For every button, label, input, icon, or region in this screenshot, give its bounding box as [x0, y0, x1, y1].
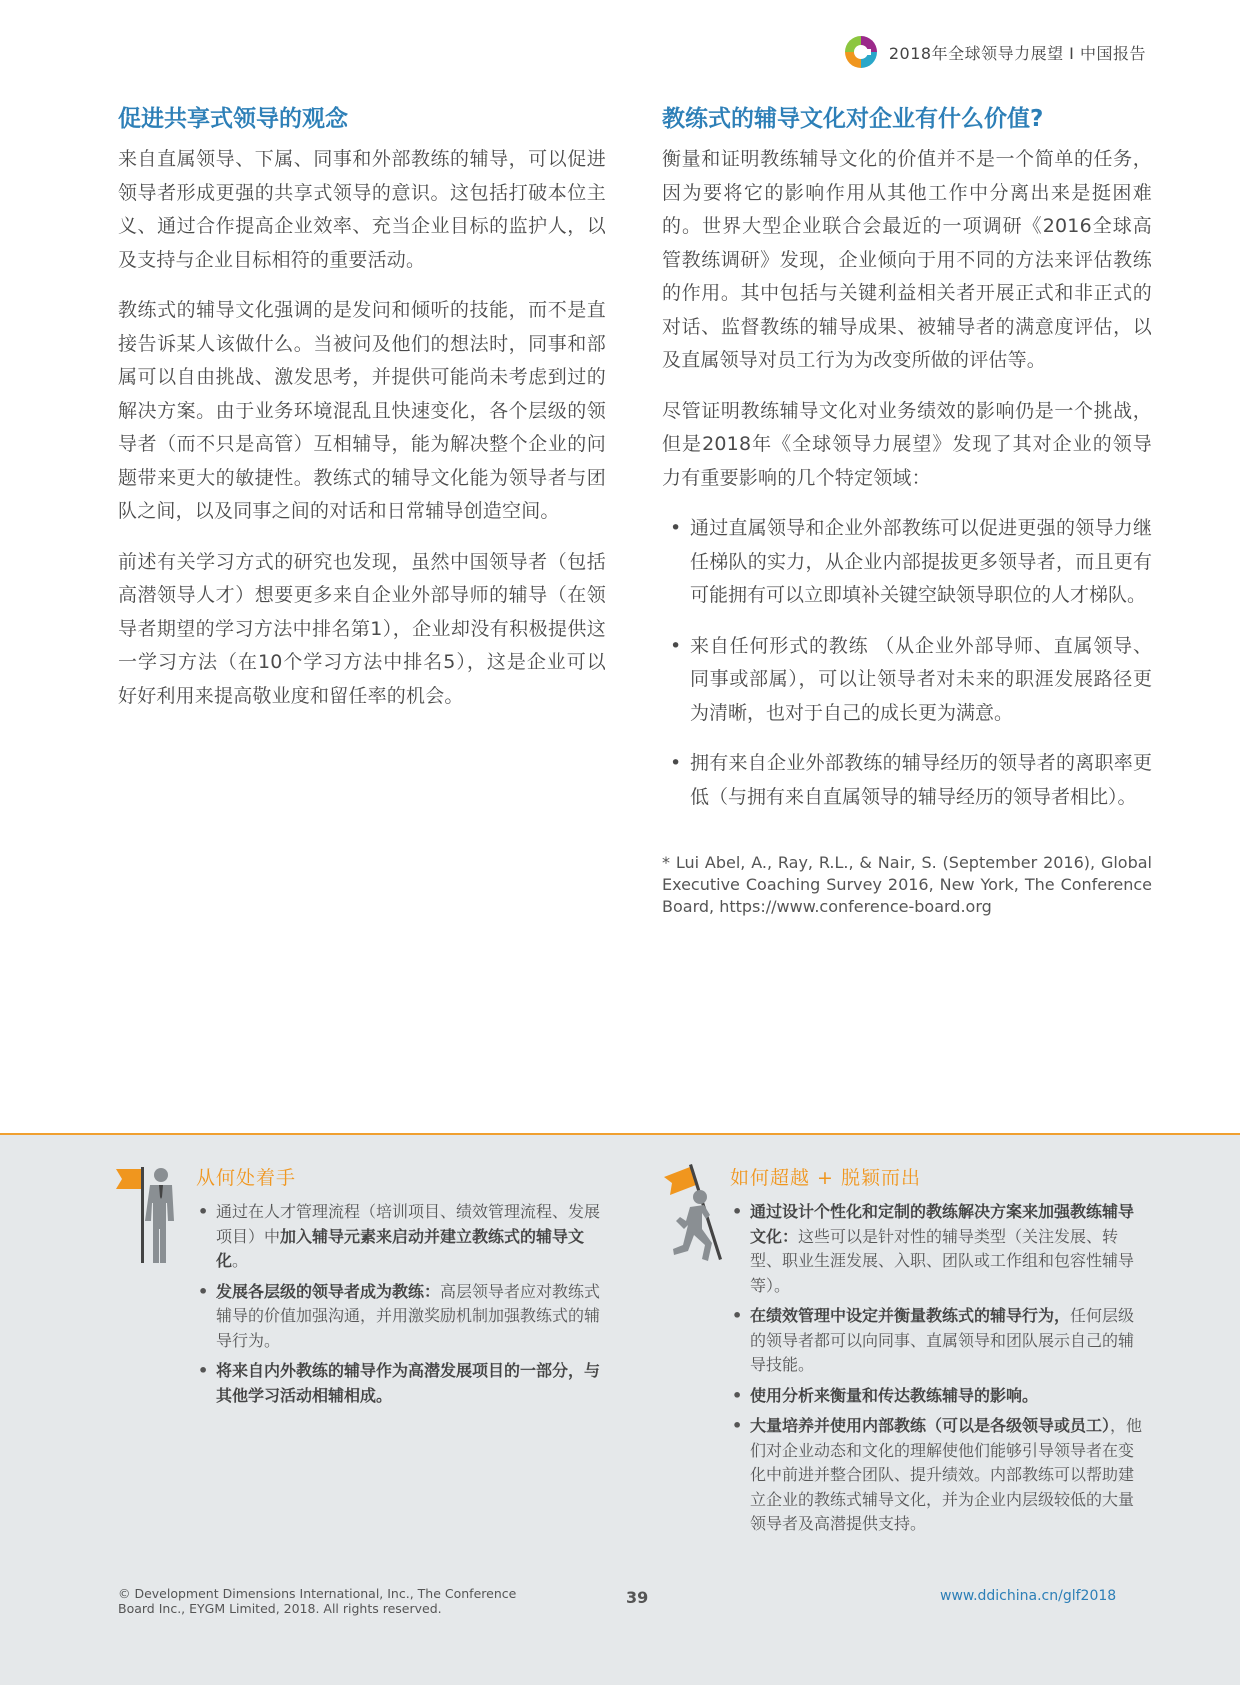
copyright-notice: © Development Dimensions International, Inc., The Conference Board Inc., EYGM Limited, 2018. All rights reserved.: [118, 1586, 517, 1616]
findings-list: [662, 512, 1152, 814]
right-paragraph: 衡量和证明教练辅导文化的价值并不是一个简单的任务，因为要将它的影响作用从其他工作中分离出来是挺困难的。世界大型企业联合会最近的一项调研《2016全球高管教练调研》发现，企业倾向于用不同的方法来评估教练的作用。其中包括与关键利益相关者开展正式和非正式的对话、监督教练的辅导成果、被辅导者的满意度评估，以及直属领导对员工行为为改变所做的评估等。: [662, 148, 1152, 371]
list-item: • 拥有来自企业外部教练的辅导经历的领导者的离职率更低（与拥有来自直属领导的辅导经历的领导者相比）。: [662, 747, 1152, 814]
list-item: • 来自任何形式的教练 （从企业外部导师、直属领导、同事或部属），可以让领导者对未来的职涯发展路径更为清晰，也对于自己的成长更为满意。: [662, 630, 1152, 731]
right-paragraph: 尽管证明教练辅导文化对业务绩效的影响仍是一个挑战，但是2018年《全球领导力展望》发现了其对企业的领导力有重要影响的几个特定领域：: [662, 399, 1152, 489]
list-item: • 使用分析来衡量和传达教练辅导的影响。: [730, 1384, 1148, 1409]
bullet-icon: •: [198, 1281, 209, 1301]
bullet-icon: •: [198, 1202, 209, 1221]
tips-list: [196, 1200, 604, 1408]
running-person-with-flag-icon: [660, 1163, 743, 1273]
website-link[interactable]: www.ddichina.cn/glf2018: [940, 1588, 1117, 1604]
left-paragraph: 前述有关学习方式的研究也发现，虽然中国领导者（包括高潜领导人才）想要更多来自企业外部导师的辅导（在领导者期望的学习方法中排名第1），企业却没有积极提供这一学习方法（在10个学习方法中排名5），这是企业可以好好利用来提高敬业度和留任率的机会。: [118, 550, 606, 707]
bullet-icon: •: [732, 1306, 743, 1325]
bullet-icon: •: [732, 1385, 743, 1405]
list-item: • 将来自内外教练的辅导作为高潜发展项目的一部分，与其他学习活动相辅相成。: [198, 1361, 601, 1405]
left-paragraph: 来自直属领导、下属、同事和外部教练的辅导，可以促进领导者形成更强的共享式领导的意识。这包括打破本位主义、通过合作提高企业效率、充当企业目标的监护人，以及支持与企业目标相符的重要活动。: [118, 148, 606, 271]
bullet-icon: •: [732, 1416, 743, 1435]
panel-body: [196, 1163, 604, 1414]
panel-body: [730, 1163, 1148, 1543]
bullet-icon: •: [670, 634, 682, 657]
list-item: • 在绩效管理中设定并衡量教练式的辅导行为，任何层级的领导者都可以向同事、直属领导和团队展示自己的辅导技能。: [732, 1306, 1135, 1374]
panel-heading: 如何超越 + 脱颖而出: [730, 1167, 921, 1189]
list-item: • 大量培养并使用内部教练（可以是各级领导或员工），他们对企业动态和文化的理解使他们能够引导领导者在变化中前进并整合团队、提升绩效。内部教练可以帮助建立企业的教练式辅导文化，并为企业内层级较低的大量领导者及高潜提供支持。: [732, 1416, 1143, 1533]
right-column: [662, 100, 1152, 918]
left-heading: 促进共享式领导的观念: [118, 106, 348, 132]
page-number: 39: [626, 1588, 649, 1607]
bullet-icon: •: [732, 1202, 743, 1221]
glf-logo-icon: [843, 34, 879, 70]
left-paragraph: 教练式的辅导文化强调的是发问和倾听的技能，而不是直接告诉某人该做什么。当被问及他们的想法时，同事和部属可以自由挑战、激发思考，并提供可能尚未考虑到过的解决方案。由于业务环境混乱且快速变化，各个层级的领导者（而不只是高管）互相辅导，能为解决整个企业的问题带来更大的敏捷性。教练式的辅导文化能为领导者与团队之间，以及同事之间的对话和日常辅导创造空间。: [118, 299, 606, 522]
left-column: [118, 100, 606, 730]
page-header: [843, 34, 1146, 70]
tips-list: [730, 1200, 1148, 1537]
list-item: • 发展各层级的领导者成为教练：高层领导者应对教练式辅导的价值加强沟通，并用激奖励机制加强教练式的辅导行为。: [198, 1281, 601, 1350]
person-with-flag-icon: [114, 1163, 194, 1273]
right-heading: 教练式的辅导文化对企业有什么价值?: [662, 106, 1044, 132]
list-item: • 通过在人才管理流程（培训项目、绩效管理流程、发展项目）中加入辅导元素来启动并建立教练式的辅导文化。: [198, 1202, 601, 1270]
panel-heading: 从何处着手: [196, 1167, 297, 1189]
footnote: * Lui Abel, A., Ray, R.L., & Nair, S. (September 2016), Global Executive Coaching Survey 2016, New York, The Conference Board, https://www.conference-board.org: [662, 853, 1152, 916]
list-item: • 通过设计个性化和定制的教练解决方案来加强教练辅导文化：这些可以是针对性的辅导类型（关注发展、转型、职业生涯发展、入职、团队或工作组和包容性辅导等）。: [732, 1202, 1135, 1295]
bullet-icon: •: [670, 752, 682, 774]
report-title: 2018年全球领导力展望 I 中国报告: [888, 43, 1146, 63]
bullet-icon: •: [670, 517, 682, 539]
bullet-icon: •: [198, 1361, 209, 1380]
list-item: • 通过直属领导和企业外部教练可以促进更强的领导力继任梯队的实力，从企业内部提拔更多领导者，而且更有可能拥有可以立即填补关键空缺领导职位的人才梯队。: [662, 512, 1152, 613]
